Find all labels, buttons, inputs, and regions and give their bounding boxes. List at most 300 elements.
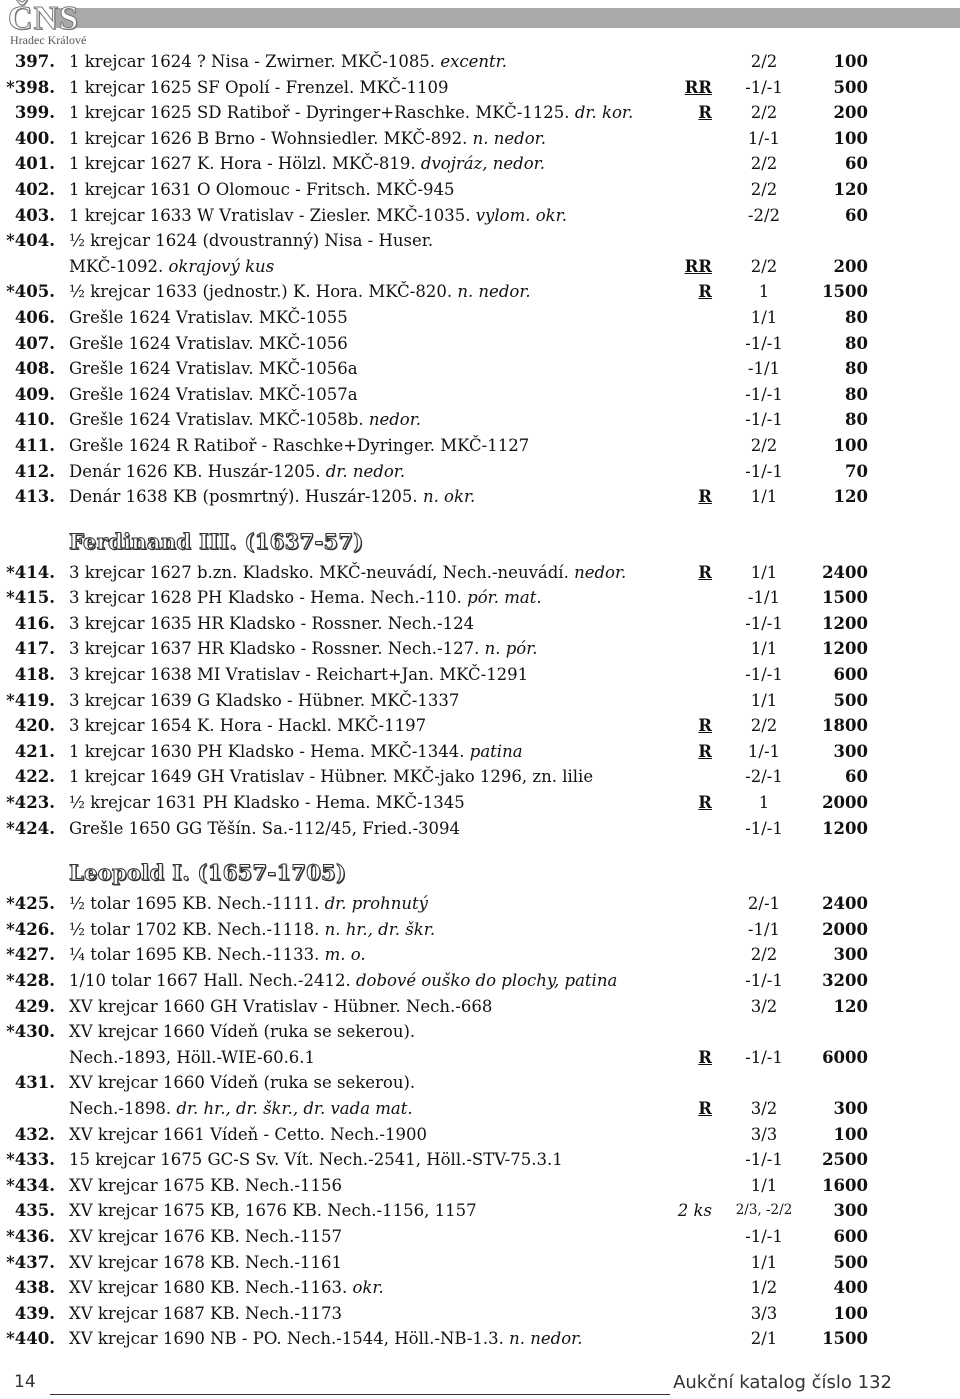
lot-price: 600 [833, 665, 868, 685]
lot-number: *414. [6, 562, 55, 582]
lot-description [69, 1326, 582, 1352]
lot-description-text: 3 krejcar 1637 HR Kladsko - Rossner. Nech.-127. [69, 639, 480, 659]
lot-price: 1200 [822, 818, 868, 838]
lot-description [69, 1198, 477, 1224]
lot-number: 397. [14, 52, 55, 71]
logo-text: ČNS [8, 0, 80, 37]
lot-description [69, 611, 474, 637]
lot-description-text: 1/10 tolar 1667 Hall. Nech.-2412. [69, 971, 351, 990]
lot-number: 402. [14, 179, 55, 199]
lot-description-text: 3 krejcar 1638 MI Vratislav - Reichart+Jan. MKČ-1291 [69, 665, 529, 685]
lot-number: *428. [6, 971, 55, 990]
lot-grade: -1/-1 [745, 1047, 783, 1067]
lot-price: 1500 [822, 282, 868, 302]
lot-row [0, 1275, 960, 1301]
lot-row [0, 1045, 960, 1071]
lot-description-text: 1 krejcar 1627 K. Hora - Hölzl. MKČ-819. [69, 154, 416, 174]
lot-row [0, 790, 960, 816]
lot-number: 429. [14, 996, 55, 1016]
lot-price: 80 [845, 333, 868, 353]
lot-grade: -1/-1 [745, 818, 783, 838]
lot-description-text: Denár 1638 KB (posmrtný). Huszár-1205. [69, 487, 418, 507]
lot-grade: 2/2 [750, 103, 778, 123]
lot-condition-note: nedor. [574, 562, 627, 582]
lot-price: 2400 [822, 894, 868, 914]
lot-description [69, 994, 492, 1020]
lot-description [69, 254, 274, 280]
lot-description [69, 636, 538, 662]
lot-condition-note: okr. [352, 1278, 384, 1298]
lot-group-ferdinand-iii [0, 560, 960, 842]
lot-condition-note: dr. prohnutý [324, 894, 428, 914]
lot-row [0, 1070, 960, 1096]
lot-description-text: Grešle 1624 Vratislav. MKČ-1058b. [69, 410, 364, 430]
lot-description [69, 1070, 415, 1096]
lot-description-text: Nech.-1893, Höll.-WIE-60.6.1 [69, 1047, 316, 1067]
lot-number: 432. [14, 1124, 55, 1144]
lot-condition-note: excentr. [440, 52, 507, 71]
lot-row [0, 560, 960, 586]
lot-price: 60 [845, 154, 868, 174]
lot-row [0, 331, 960, 357]
lot-row [0, 126, 960, 152]
lot-row [0, 356, 960, 382]
lot-number: *426. [6, 919, 55, 939]
lot-description-text: 1 krejcar 1624 ? Nisa - Zwirner. MKČ-1085. [69, 52, 436, 71]
lot-price: 500 [833, 1252, 868, 1272]
lot-rarity: R [698, 1098, 712, 1118]
lot-description-text: Grešle 1650 GG Těšín. Sa.-112/45, Fried.-3094 [69, 818, 461, 838]
lot-row [0, 151, 960, 177]
lot-description [69, 228, 433, 254]
lot-number: 422. [14, 767, 55, 787]
lot-number: *404. [6, 231, 55, 251]
lot-description [69, 688, 459, 714]
lot-price: 80 [845, 410, 868, 430]
lot-price: 600 [833, 1226, 868, 1246]
lot-description-text: XV krejcar 1690 NB - PO. Nech.-1544, Höll.-NB-1.3. [69, 1329, 504, 1349]
lot-description [69, 433, 529, 459]
lot-number: *419. [6, 690, 55, 710]
lot-number: *430. [6, 1022, 55, 1042]
lot-number: 413. [14, 487, 55, 507]
lot-description [69, 968, 617, 994]
lot-number: *423. [6, 793, 55, 813]
catalog-title: Aukční katalog číslo 132 [673, 1372, 892, 1393]
lot-description [69, 739, 523, 765]
lot-row [0, 688, 960, 714]
lot-number: 410. [14, 410, 55, 430]
lot-description [69, 177, 455, 203]
lot-number: 403. [14, 205, 55, 225]
lot-price: 300 [833, 945, 868, 965]
lot-row [0, 662, 960, 688]
lot-grade: -1/-1 [745, 665, 783, 685]
lot-grade: 3/2 [750, 996, 778, 1016]
lot-grade: -1/-1 [745, 971, 783, 990]
lot-number: 435. [14, 1201, 55, 1221]
lot-description [69, 151, 545, 177]
lot-condition-note: n. pór. [484, 639, 538, 659]
lot-number: *415. [6, 588, 55, 608]
lot-description-text: XV krejcar 1661 Vídeň - Cetto. Nech.-1900 [69, 1124, 427, 1144]
lot-number: 417. [14, 639, 55, 659]
lot-price: 500 [833, 77, 868, 97]
lot-number: *436. [6, 1226, 55, 1246]
lot-description-text: 3 krejcar 1627 b.zn. Kladsko. MKČ-neuvádí, Nech.-neuvádí. [69, 562, 569, 582]
lot-grade: -1/-1 [745, 333, 783, 353]
lot-description [69, 126, 546, 152]
lot-number: 420. [14, 716, 55, 736]
lot-grade: 3/2 [750, 1098, 778, 1118]
lot-row [0, 636, 960, 662]
lot-grade: -1/-1 [745, 461, 783, 481]
lot-grade: 1/-1 [747, 128, 781, 148]
lot-row [0, 100, 960, 126]
lot-row [0, 382, 960, 408]
lot-description-text: Nech.-1898. [69, 1098, 172, 1118]
lot-grade: 2/1 [750, 1329, 778, 1349]
lot-price: 3200 [822, 971, 868, 990]
page-footer [0, 1372, 960, 1398]
lot-grade: -1/-1 [745, 410, 783, 430]
lot-number: 408. [14, 359, 55, 379]
lot-description [69, 484, 475, 510]
lot-description-text: ½ krejcar 1624 (dvoustranný) Nisa - Huser. [69, 231, 434, 251]
section-title: Leopold I. (1657-1705) [69, 860, 347, 886]
lot-description-text: XV krejcar 1687 KB. Nech.-1173 [69, 1303, 342, 1323]
lot-row [0, 484, 960, 510]
lot-row [0, 407, 960, 433]
lot-number: *437. [6, 1252, 55, 1272]
lot-price: 70 [845, 461, 868, 481]
lot-description [69, 382, 358, 408]
lot-description [69, 764, 593, 790]
lot-row [0, 1019, 960, 1045]
lot-grade: -1/-1 [745, 77, 783, 97]
header-bar [54, 8, 960, 28]
lot-description [69, 1019, 415, 1045]
lot-description [69, 942, 366, 968]
lot-price: 60 [845, 205, 868, 225]
lot-number: 418. [14, 665, 55, 685]
lot-description-text: 3 krejcar 1628 PH Kladsko - Hema. Nech.-110. [69, 588, 462, 608]
lot-condition-note: n. nedor. [509, 1329, 583, 1349]
lot-number: *434. [6, 1175, 55, 1195]
lot-number: 401. [14, 154, 55, 174]
lot-price: 100 [833, 1124, 868, 1144]
lot-rarity: R [698, 103, 712, 123]
lot-row [0, 713, 960, 739]
lot-grade: 1/1 [750, 690, 778, 710]
lot-description [69, 1250, 342, 1276]
lot-row [0, 1147, 960, 1173]
lot-row [0, 917, 960, 943]
lot-rarity: R [698, 1047, 712, 1067]
lot-price: 6000 [822, 1047, 868, 1067]
section-ferdinand-iii [0, 510, 960, 560]
lot-description [69, 891, 428, 917]
lot-row [0, 203, 960, 229]
lot-price: 120 [833, 996, 868, 1016]
lot-description-text: ½ krejcar 1633 (jednostr.) K. Hora. MKČ-820. [69, 282, 453, 302]
lot-description [69, 1122, 427, 1148]
lot-price: 120 [833, 179, 868, 199]
lot-row [0, 1224, 960, 1250]
lot-grade: -1/1 [747, 919, 781, 939]
lot-grade: 2/-1 [747, 894, 781, 914]
lot-grade: 1 [758, 793, 770, 813]
lot-price: 400 [833, 1278, 868, 1298]
lot-grade: -1/-1 [745, 384, 783, 404]
lot-grade: 2/2 [750, 52, 778, 71]
lot-price: 2500 [822, 1150, 868, 1170]
lot-description [69, 585, 542, 611]
lot-description [69, 713, 426, 739]
lot-grade: -1/-1 [745, 1226, 783, 1246]
lot-description-text: XV krejcar 1678 KB. Nech.-1161 [69, 1252, 342, 1272]
lot-condition-note: dr. nedor. [325, 461, 406, 481]
lot-price: 1600 [822, 1175, 868, 1195]
lot-grade: 2/2 [750, 154, 778, 174]
lot-row [0, 1198, 960, 1224]
lot-description-text: Grešle 1624 Vratislav. MKČ-1055 [69, 307, 348, 327]
lot-price: 1200 [822, 639, 868, 659]
lot-condition-note: n. nedor. [457, 282, 531, 302]
lot-description [69, 75, 449, 101]
lot-row [0, 1326, 960, 1352]
lot-rarity: R [698, 487, 712, 507]
lot-description-text: XV krejcar 1676 KB. Nech.-1157 [69, 1226, 342, 1246]
lot-number: 407. [14, 333, 55, 353]
lot-description-text: 3 krejcar 1635 HR Kladsko - Rossner. Nech.-124 [69, 613, 475, 633]
lot-row [0, 49, 960, 75]
lot-description-text: ¼ tolar 1695 KB. Nech.-1133. [69, 945, 320, 965]
lot-grade: 1/1 [750, 562, 778, 582]
lot-row [0, 611, 960, 637]
lot-price: 1800 [822, 716, 868, 736]
lot-condition-note: nedor. [368, 410, 422, 430]
footer-divider [50, 1394, 670, 1395]
lot-row [0, 816, 960, 842]
lot-rarity: R [698, 562, 712, 582]
lot-rarity: R [698, 282, 712, 302]
lot-description [69, 459, 405, 485]
lot-grade: 3/3 [750, 1303, 778, 1323]
lot-price: 500 [833, 690, 868, 710]
lot-row [0, 433, 960, 459]
lot-description-text: 1 krejcar 1633 W Vratislav - Ziesler. MKČ-1035. [69, 205, 471, 225]
lot-rarity: 2 ks [677, 1201, 712, 1221]
lot-price: 2000 [822, 919, 868, 939]
lot-rarity: RR [684, 256, 712, 276]
lot-row [0, 739, 960, 765]
lot-condition-note: okrajový kus [168, 256, 275, 276]
lot-description-text: 15 krejcar 1675 GC-S Sv. Vít. Nech.-2541, Höll.-STV-75.3.1 [69, 1150, 563, 1170]
lot-price: 120 [833, 487, 868, 507]
lot-rarity: R [698, 793, 712, 813]
lot-description [69, 662, 528, 688]
lot-description [69, 279, 531, 305]
lot-grade: 2/3, -2/2 [735, 1202, 793, 1219]
lot-price: 2000 [822, 793, 868, 813]
lot-number: 416. [14, 613, 55, 633]
lot-price: 300 [833, 1098, 868, 1118]
lot-condition-note: m. o. [324, 945, 366, 965]
lot-row [0, 459, 960, 485]
lot-price: 300 [833, 741, 868, 761]
lot-description-text: 1 krejcar 1649 GH Vratislav - Hübner. MKČ-jako 1296, zn. lilie [69, 767, 594, 787]
lot-description-text: Grešle 1624 Vratislav. MKČ-1057a [69, 384, 358, 404]
lot-price: 1500 [822, 588, 868, 608]
lot-grade: 2/2 [750, 716, 778, 736]
lot-number: 421. [14, 741, 55, 761]
lot-condition-note: pór. mat. [467, 588, 542, 608]
lot-description-text: 1 krejcar 1630 PH Kladsko - Hema. MKČ-1344. [69, 741, 465, 761]
lot-grade: -2/-1 [745, 767, 783, 787]
lot-row [0, 254, 960, 280]
lot-price: 60 [845, 767, 868, 787]
lot-grade: 1/-1 [747, 741, 781, 761]
lot-description [69, 407, 421, 433]
lot-description-text: Grešle 1624 Vratislav. MKČ-1056 [69, 333, 348, 353]
lot-row [0, 305, 960, 331]
lot-row [0, 942, 960, 968]
lot-row [0, 891, 960, 917]
lot-grade: -1/1 [747, 359, 781, 379]
lot-grade: 1/2 [750, 1278, 778, 1298]
lot-rarity: R [698, 741, 712, 761]
lot-number: 439. [14, 1303, 55, 1323]
lot-condition-note: n. hr., dr. škr. [324, 919, 436, 939]
lot-group-leopold-i [0, 891, 960, 1352]
lot-grade: 3/3 [750, 1124, 778, 1144]
lot-description [69, 305, 348, 331]
lot-number: *425. [6, 894, 55, 914]
lot-price: 1500 [822, 1329, 868, 1349]
lot-row [0, 1301, 960, 1327]
lot-description-text: ½ tolar 1702 KB. Nech.-1118. [69, 919, 320, 939]
lot-description [69, 356, 358, 382]
lot-grade: 2/2 [750, 435, 778, 455]
lot-number: *427. [6, 945, 55, 965]
lot-row [0, 1250, 960, 1276]
lot-number: 412. [14, 461, 55, 481]
lot-grade: -1/-1 [745, 613, 783, 633]
lot-number: 431. [14, 1073, 55, 1093]
lot-condition-note: dvojráz, nedor. [420, 154, 545, 174]
lot-description [69, 1301, 342, 1327]
lot-grade: 1 [758, 282, 770, 302]
lot-description [69, 1045, 315, 1071]
lot-number: 406. [14, 307, 55, 327]
lot-grade: 2/2 [750, 256, 778, 276]
logo [8, 2, 94, 46]
lot-description [69, 100, 633, 126]
lot-price: 100 [833, 435, 868, 455]
lot-price: 300 [833, 1201, 868, 1221]
lot-number: 411. [14, 435, 55, 455]
lot-description-text: 1 krejcar 1625 SF Opolí - Frenzel. MKČ-1109 [69, 77, 449, 97]
lot-condition-note: dobové ouško do plochy, patina [356, 971, 618, 990]
lot-number: *433. [6, 1150, 55, 1170]
lot-description-text: 1 krejcar 1631 O Olomouc - Fritsch. MKČ-945 [69, 179, 455, 199]
lot-condition-note: vylom. okr. [475, 205, 567, 225]
lot-number: *405. [6, 282, 55, 302]
lot-condition-note: dr. kor. [574, 103, 634, 123]
lot-number: *398. [6, 77, 55, 97]
lot-condition-note: dr. hr., dr. škr., dr. vada mat. [176, 1098, 413, 1118]
lot-grade: -1/-1 [745, 1150, 783, 1170]
lot-number: 399. [14, 103, 55, 123]
lot-row [0, 228, 960, 254]
lot-row [0, 279, 960, 305]
lot-description-text: Grešle 1624 R Ratiboř - Raschke+Dyringer. MKČ-1127 [69, 435, 530, 455]
lot-description [69, 1096, 413, 1122]
lot-rarity: RR [684, 77, 712, 97]
lot-description [69, 790, 465, 816]
lot-number: 438. [14, 1278, 55, 1298]
lot-description [69, 560, 626, 586]
lot-description-text: 1 krejcar 1626 B Brno - Wohnsiedler. MKČ-892. [69, 128, 468, 148]
lot-price: 100 [833, 128, 868, 148]
lot-description [69, 1147, 563, 1173]
lot-description [69, 203, 567, 229]
lot-grade: 2/2 [750, 945, 778, 965]
section-leopold-i [0, 841, 960, 891]
lot-description-text: ½ tolar 1695 KB. Nech.-1111. [69, 894, 320, 914]
lot-number: 409. [14, 384, 55, 404]
lot-description [69, 1173, 342, 1199]
lot-description [69, 49, 507, 75]
lot-description-text: MKČ-1092. [69, 256, 164, 276]
lot-price: 80 [845, 359, 868, 379]
section-title: Ferdinand III. (1637-57) [69, 528, 364, 554]
lot-row [0, 1122, 960, 1148]
lot-condition-note: n. nedor. [472, 128, 546, 148]
lot-price: 100 [833, 1303, 868, 1323]
lot-grade: 1/1 [750, 639, 778, 659]
lot-description-text: 1 krejcar 1625 SD Ratiboř - Dyringer+Raschke. MKČ-1125. [69, 103, 570, 123]
lot-row [0, 1173, 960, 1199]
lot-row [0, 968, 960, 994]
lot-rarity: R [698, 716, 712, 736]
lot-description-text: XV krejcar 1680 KB. Nech.-1163. [69, 1278, 348, 1298]
lot-description-text: Grešle 1624 Vratislav. MKČ-1056a [69, 359, 358, 379]
lot-grade: 2/2 [750, 179, 778, 199]
lot-group-ferdinand-ii [0, 49, 960, 510]
lot-description-text: XV krejcar 1660 Vídeň (ruka se sekerou). [69, 1022, 416, 1042]
lot-price: 100 [833, 52, 868, 71]
lot-price: 80 [845, 307, 868, 327]
lot-description-text: Denár 1626 KB. Huszár-1205. [69, 461, 321, 481]
lot-number: *424. [6, 818, 55, 838]
lot-description-text: XV krejcar 1675 KB, 1676 KB. Nech.-1156, 1157 [69, 1201, 477, 1221]
lot-description [69, 1224, 342, 1250]
lot-grade: 1/1 [750, 307, 778, 327]
lot-description-text: XV krejcar 1660 GH Vratislav - Hübner. Nech.-668 [69, 996, 493, 1016]
lot-description [69, 1275, 384, 1301]
lot-number: 400. [14, 128, 55, 148]
lot-description-text: 3 krejcar 1654 K. Hora - Hackl. MKČ-1197 [69, 716, 427, 736]
lot-row [0, 585, 960, 611]
lot-grade: 1/1 [750, 1252, 778, 1272]
lot-condition-note: patina [469, 741, 523, 761]
lot-description-text: 3 krejcar 1639 G Kladsko - Hübner. MKČ-1337 [69, 690, 460, 710]
lot-description [69, 331, 348, 357]
lot-description [69, 917, 435, 943]
lot-grade: 1/1 [750, 487, 778, 507]
